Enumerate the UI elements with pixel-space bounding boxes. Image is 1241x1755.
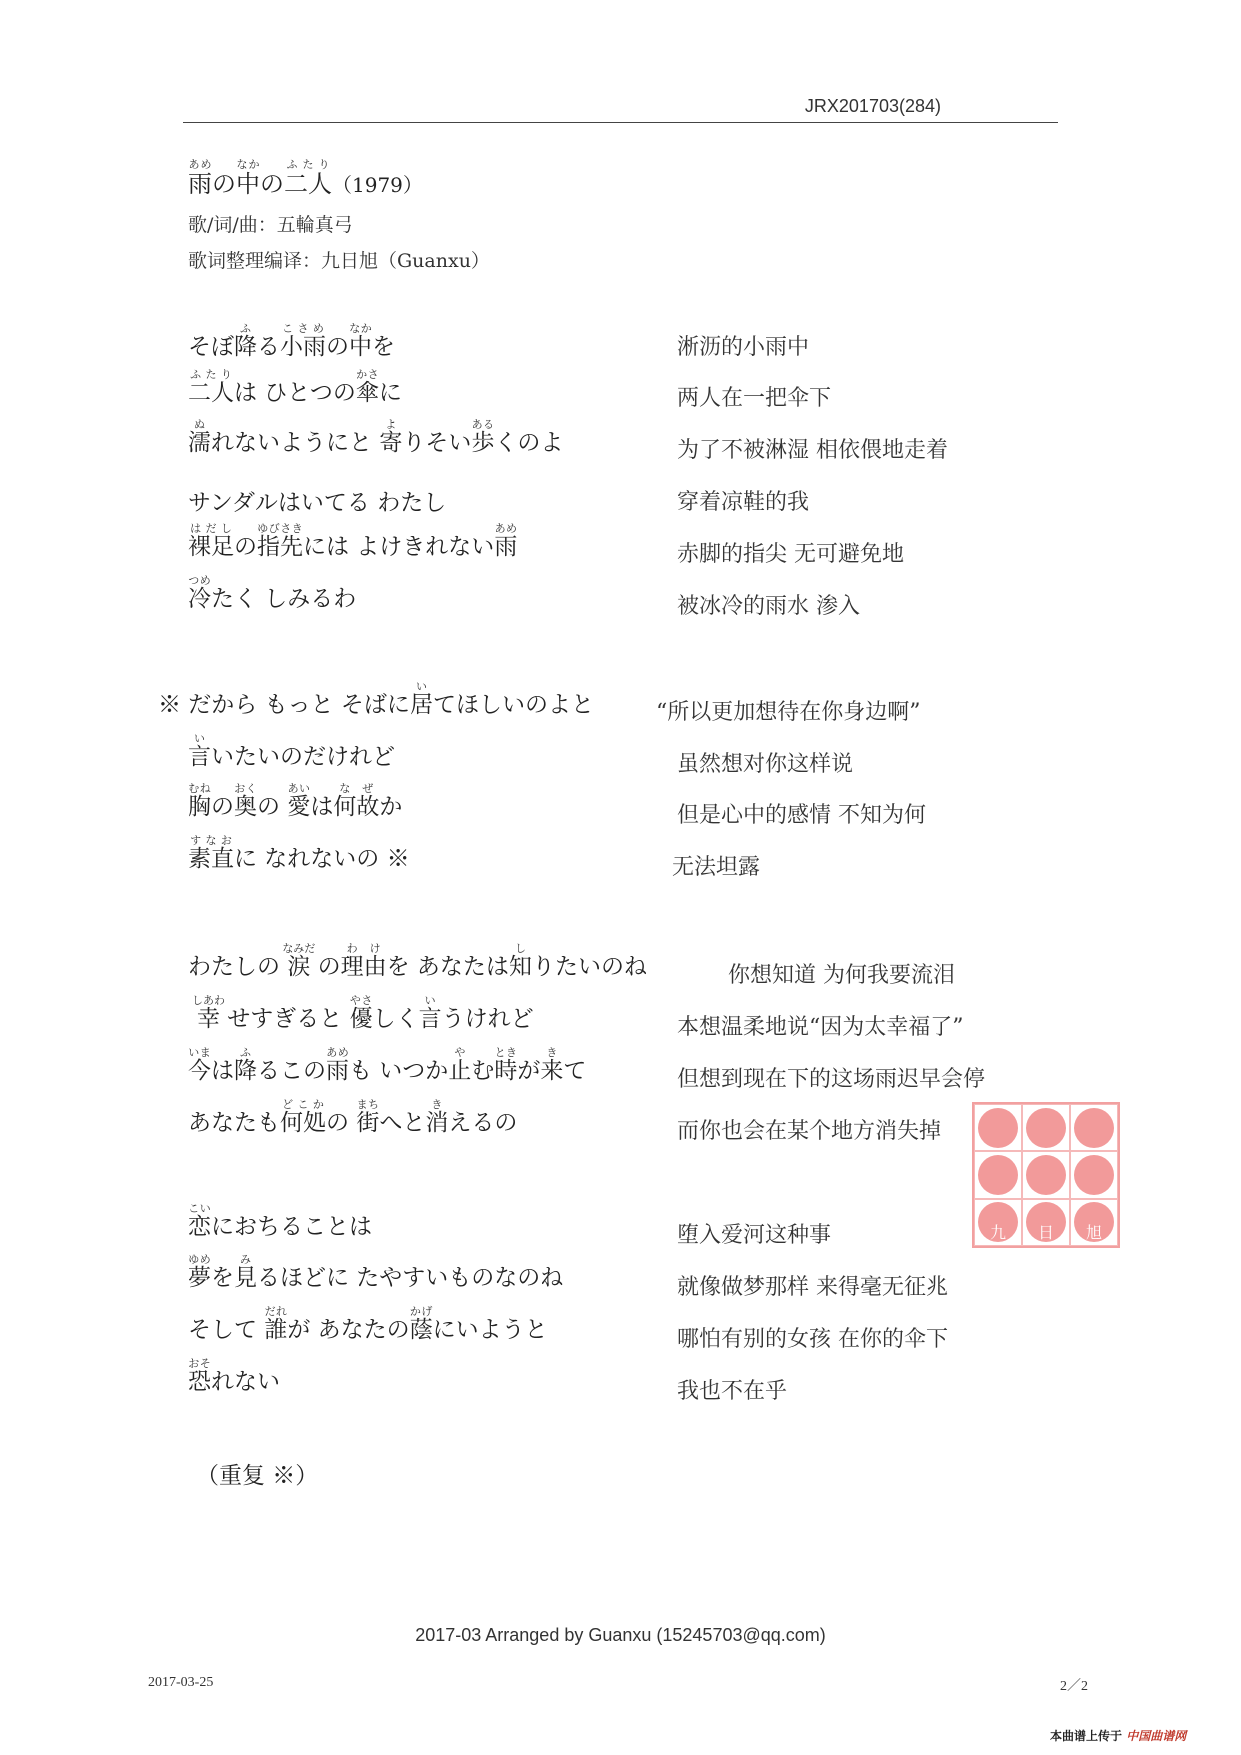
lyric-cn-line: 堕入爱河这种事 — [677, 1223, 832, 1248]
lyric-jp-line: 裸足はだしの指先ゆびさきには よけきれない雨あめ — [188, 522, 518, 560]
title-block — [188, 158, 490, 279]
site-logo-text: 中国曲谱网 — [1126, 1729, 1187, 1743]
lyric-cn-line: 无法坦露 — [672, 855, 761, 880]
lyric-jp-line: 胸むねの奥おくの 愛あいは何故なぜか — [188, 782, 403, 820]
lyric-jp-line: そぼ降ふる小雨こさめの中なかを — [188, 322, 395, 360]
lyric-jp-line: 濡ぬれないようにと 寄よりそい歩あるくのよ — [188, 418, 564, 456]
lyric-cn-line: 穿着凉鞋的我 — [677, 490, 810, 515]
lyric-jp-line: 幸しあわ せすぎると 優やさしく言いうけれど — [192, 994, 534, 1032]
upload-prefix: 本曲谱上传于 — [1050, 1729, 1123, 1743]
lyric-cn-line: 两人在一把伞下 — [677, 386, 832, 411]
arranged-by-footer: 2017-03 Arranged by Guanxu (15245703@qq.com) — [415, 1625, 826, 1645]
footer-date: 2017-03-25 — [148, 1675, 214, 1690]
lyric-jp-line: 恋こいにおちることは — [188, 1202, 372, 1240]
lyric-jp-line: 夢ゆめを見みるほどに たやすいものなのね — [188, 1253, 564, 1291]
lyric-cn-line: 赤脚的指尖 无可避免地 — [677, 542, 904, 567]
lyric-jp-line: わたしの 涙なみだ の理由わけを あなたは知しりたいのね — [188, 942, 647, 980]
lyric-cn-line: 我也不在乎 — [677, 1379, 788, 1404]
lyric-cn-line: 你想知道 为何我要流泪 — [728, 963, 955, 988]
lyric-jp-line: 素直すなおに なれないの ※ — [188, 834, 410, 872]
lyric-cn-line: 被冰冷的雨水 渗入 — [677, 594, 860, 619]
lyric-cn-line: 淅沥的小雨中 — [677, 335, 810, 360]
repeat-marker: （重复 ※） — [196, 1463, 319, 1489]
song-title: 雨あめの中なかの二人ふたり（1979） — [188, 158, 423, 198]
lyric-jp-line: 冷つめたく しみるわ — [188, 574, 357, 612]
lyric-jp-line: 言いいたいのだけれど — [188, 732, 395, 770]
upload-notice — [1050, 1727, 1186, 1744]
lyric-cn-line: 为了不被淋湿 相依偎地走着 — [677, 438, 948, 463]
lyric-jp-line: サンダルはいてる わたし — [188, 490, 447, 516]
lyric-cn-line: 本想温柔地说“因为太幸福了” — [677, 1015, 964, 1040]
document-id: JRX201703(284) — [804, 96, 941, 116]
seal-char: 旭 — [1085, 1222, 1102, 1242]
lyric-jp-line: ※ だから もっと そばに居いてほしいのよと — [158, 680, 594, 718]
lyric-cn-line: “所以更加想待在你身边啊” — [656, 700, 921, 725]
lyric-jp-line: 恐おそれない — [188, 1357, 280, 1395]
lyric-jp-line: 二人ふたりは ひとつの傘かさに — [188, 368, 402, 406]
lyric-jp-line: 今いまは降ふるこの雨あめも いつか止やむ時ときが来きて — [188, 1046, 587, 1084]
seal-char: 九 — [989, 1222, 1006, 1242]
lyric-jp-line: あなたも何処どこかの 街まちへと消きえるの — [188, 1098, 518, 1136]
lyric-cn-line: 但想到现在下的这场雨迟早会停 — [677, 1067, 986, 1092]
header-rule — [183, 122, 1058, 123]
credit-author: 歌/词/曲：五輪真弓 — [188, 214, 353, 236]
lyric-cn-line: 而你也会在某个地方消失掉 — [677, 1119, 942, 1144]
page-number: 2／2 — [1060, 1679, 1088, 1694]
credit-arranger: 歌词整理编译：九日旭（Guanxu） — [188, 250, 490, 272]
lyric-cn-line: 就像做梦那样 来得毫无征兆 — [677, 1275, 948, 1300]
lyric-cn-line: 哪怕有别的女孩 在你的伞下 — [677, 1327, 948, 1352]
seal-stamp — [972, 1102, 1120, 1248]
seal-char: 日 — [1037, 1222, 1054, 1242]
song-year: （1979） — [332, 173, 423, 197]
lyric-cn-line: 但是心中的感情 不知为何 — [677, 803, 926, 828]
lyric-jp-line: そして 誰だれが あなたの蔭かげにいようと — [188, 1305, 548, 1343]
lyric-cn-line: 虽然想对你这样说 — [677, 752, 854, 777]
